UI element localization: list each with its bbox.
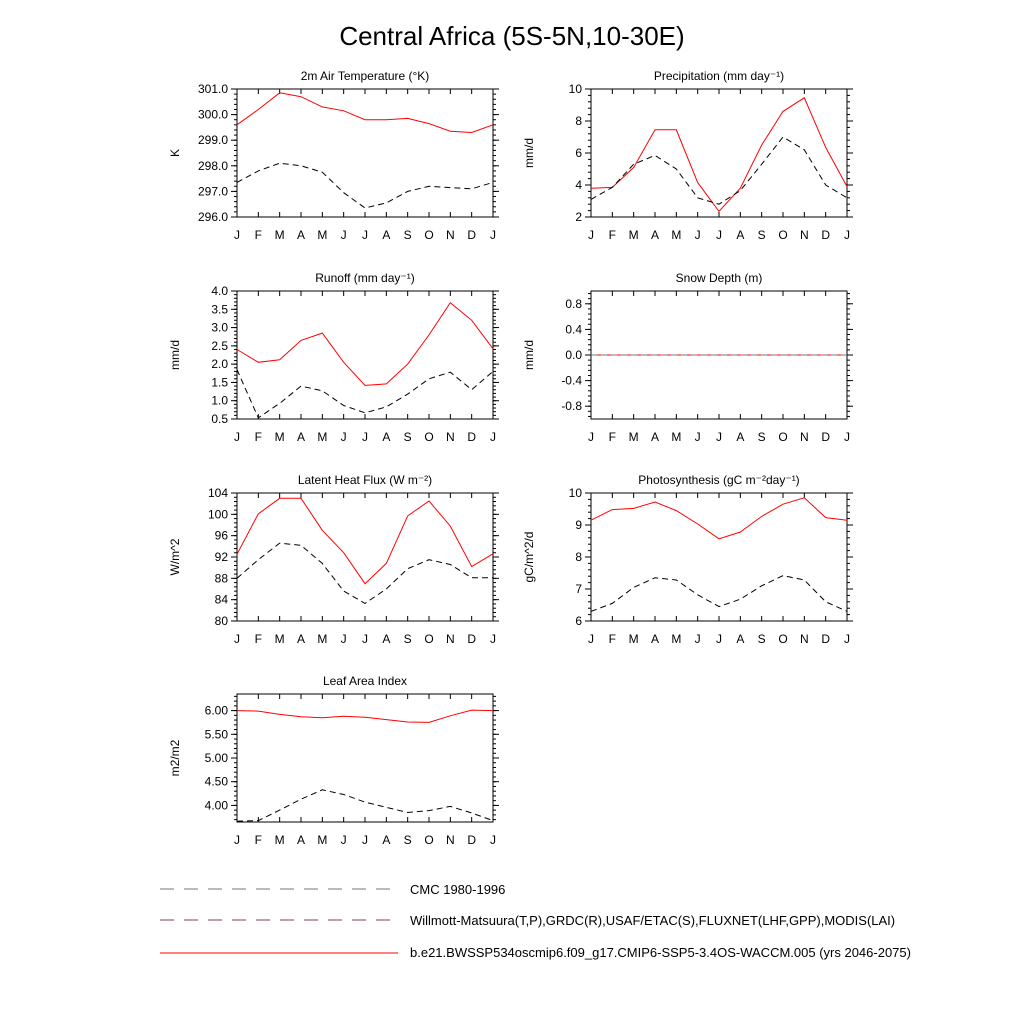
series-line-obs	[237, 543, 493, 603]
x-tick-label: J	[588, 228, 594, 242]
y-tick-label: 5.50	[204, 727, 228, 742]
x-tick-label: A	[382, 833, 391, 847]
panel-title: Leaf Area Index	[322, 674, 408, 688]
panel-title: Runoff (mm day⁻¹)	[315, 271, 415, 285]
x-tick-label: N	[445, 430, 455, 444]
y-tick-label: 3.5	[211, 302, 228, 317]
x-tick-label: A	[296, 632, 306, 646]
x-tick-label: A	[296, 430, 306, 444]
y-tick-label: 5.00	[204, 751, 228, 765]
panel-title: Snow Depth (m)	[675, 271, 763, 285]
x-tick-label: J	[694, 228, 701, 242]
x-tick-label: J	[340, 430, 347, 444]
y-tick-label: 296.0	[197, 210, 228, 224]
x-tick-label: M	[628, 228, 639, 242]
series-line-model	[237, 303, 493, 386]
panel-title: Photosynthesis (gC m⁻²day⁻¹)	[638, 473, 800, 487]
x-tick-label: O	[778, 430, 788, 444]
x-tick-label: A	[736, 228, 745, 242]
x-tick-label: A	[650, 228, 660, 242]
panel-title: Precipitation (mm day⁻¹)	[653, 69, 785, 83]
panel-title: 2m Air Temperature (°K)	[300, 69, 430, 83]
x-tick-label: J	[362, 430, 368, 444]
y-tick-label: 7	[575, 582, 582, 596]
y-tick-label: 301.0	[197, 82, 228, 96]
series-line-model	[237, 93, 493, 133]
y-tick-label: 299.0	[197, 133, 228, 148]
legend-entry-observations	[160, 913, 895, 928]
x-tick-label: M	[671, 228, 682, 242]
x-tick-label: J	[844, 228, 850, 242]
x-tick-label: J	[490, 833, 496, 847]
x-tick-label: D	[821, 632, 831, 646]
y-tick-label: 6.00	[204, 703, 228, 718]
x-tick-label: A	[650, 632, 660, 646]
x-tick-label: F	[608, 228, 617, 242]
x-tick-label: J	[490, 228, 496, 242]
legend-label-cmc: CMC 1980-1996	[410, 882, 506, 897]
x-tick-label: F	[608, 632, 617, 646]
x-tick-label: N	[445, 833, 455, 847]
x-tick-label: M	[274, 228, 285, 242]
x-tick-label: J	[234, 430, 240, 444]
y-axis-label: gC/m^2/d	[522, 531, 536, 583]
x-tick-label: J	[490, 430, 496, 444]
panel-0	[168, 69, 499, 242]
y-tick-label: 3.0	[211, 320, 228, 335]
x-tick-label: D	[467, 228, 477, 242]
x-tick-label: A	[296, 228, 306, 242]
x-tick-label: N	[445, 632, 455, 646]
x-tick-label: J	[844, 430, 850, 444]
y-tick-label: 8	[575, 550, 582, 564]
y-tick-label: 80	[214, 614, 228, 628]
x-tick-label: A	[296, 833, 306, 847]
x-tick-label: J	[362, 228, 368, 242]
x-tick-label: J	[340, 833, 347, 847]
y-tick-label: 8	[575, 114, 582, 128]
x-tick-label: A	[382, 632, 391, 646]
x-tick-label: A	[736, 632, 745, 646]
plot-frame	[591, 493, 847, 621]
legend-label-model: b.e21.BWSSP534oscmip6.f09_g17.CMIP6-SSP5-3.4OS-WACCM.005 (yrs 2046-2075)	[410, 945, 911, 960]
figure-title: Central Africa (5S-5N,10-30E)	[339, 21, 685, 51]
x-tick-label: M	[317, 430, 328, 444]
x-tick-label: J	[340, 228, 347, 242]
y-tick-label: 0.8	[565, 296, 582, 311]
x-tick-label: O	[778, 228, 788, 242]
x-tick-label: M	[274, 632, 285, 646]
panel-1	[522, 69, 853, 242]
y-tick-label: -0.4	[561, 373, 582, 388]
x-tick-label: S	[757, 228, 766, 242]
x-tick-label: M	[317, 632, 328, 646]
y-tick-label: 1.5	[211, 375, 228, 390]
x-tick-label: O	[424, 228, 434, 242]
x-tick-label: O	[778, 632, 788, 646]
x-tick-label: D	[467, 833, 477, 847]
x-tick-label: A	[736, 430, 745, 444]
y-tick-label: 1.0	[211, 393, 228, 408]
x-tick-label: M	[317, 228, 328, 242]
panel-3	[522, 271, 853, 444]
x-tick-label: M	[274, 430, 285, 444]
x-tick-label: J	[588, 632, 594, 646]
x-tick-label: A	[382, 430, 391, 444]
y-axis-label: W/m^2	[168, 538, 182, 576]
series-line-model	[591, 98, 847, 212]
legend-label-observations: Willmott-Matsuura(T,P),GRDC(R),USAF/ETAC(S),FLUXNET(LHF,GPP),MODIS(LAI)	[410, 913, 896, 928]
y-tick-label: 4.50	[204, 774, 228, 789]
x-tick-label: D	[821, 430, 831, 444]
x-tick-label: F	[254, 833, 263, 847]
plot-frame	[237, 493, 493, 621]
x-tick-label: J	[716, 430, 722, 444]
series-line-obs	[591, 576, 847, 612]
x-tick-label: J	[234, 228, 240, 242]
x-tick-label: S	[403, 833, 412, 847]
x-tick-label: J	[234, 632, 240, 646]
x-tick-label: O	[424, 833, 434, 847]
x-tick-label: D	[821, 228, 831, 242]
x-tick-label: S	[403, 228, 412, 242]
y-tick-label: 84	[214, 592, 228, 607]
panel-6	[168, 674, 499, 847]
y-tick-label: 4.0	[211, 284, 228, 298]
x-tick-label: F	[254, 632, 263, 646]
plot-frame	[237, 694, 493, 822]
panel-5	[522, 473, 853, 646]
y-tick-label: 4	[575, 178, 582, 192]
y-tick-label: 298.0	[197, 158, 228, 173]
y-tick-label: 92	[214, 550, 228, 564]
x-tick-label: S	[403, 632, 412, 646]
y-tick-label: 88	[214, 571, 228, 586]
y-tick-label: 10	[568, 82, 582, 96]
x-tick-label: J	[234, 833, 240, 847]
series-line-obs	[237, 790, 493, 821]
y-axis-label: K	[168, 148, 182, 158]
x-tick-label: J	[588, 430, 594, 444]
x-tick-label: M	[274, 833, 285, 847]
x-tick-label: N	[799, 228, 809, 242]
x-tick-label: J	[362, 632, 368, 646]
y-tick-label: 2.0	[211, 357, 228, 372]
x-tick-label: J	[716, 632, 722, 646]
series-line-obs	[237, 370, 493, 418]
y-tick-label: 0.4	[565, 322, 582, 337]
y-tick-label: 9	[575, 518, 582, 532]
x-tick-label: S	[757, 430, 766, 444]
y-tick-label: 0.0	[565, 348, 582, 362]
x-tick-label: M	[671, 632, 682, 646]
x-tick-label: D	[467, 632, 477, 646]
y-tick-label: 297.0	[197, 184, 228, 199]
panel-2	[168, 271, 499, 444]
y-tick-label: 104	[207, 486, 228, 500]
x-tick-label: F	[608, 430, 617, 444]
y-axis-label: mm/d	[522, 138, 536, 168]
y-tick-label: 2	[575, 210, 582, 224]
y-tick-label: 6	[575, 146, 582, 160]
x-tick-label: A	[382, 228, 391, 242]
x-tick-label: M	[317, 833, 328, 847]
x-tick-label: O	[424, 430, 434, 444]
x-tick-label: O	[424, 632, 434, 646]
y-axis-label: mm/d	[168, 340, 182, 370]
y-tick-label: 4.00	[204, 798, 228, 813]
x-tick-label: J	[340, 632, 347, 646]
y-axis-label: m2/m2	[168, 739, 182, 777]
series-line-obs	[591, 137, 847, 204]
x-tick-label: J	[694, 430, 701, 444]
y-tick-label: 10	[568, 486, 582, 500]
x-tick-label: D	[467, 430, 477, 444]
x-tick-label: S	[403, 430, 412, 444]
y-tick-label: 300.0	[197, 107, 228, 122]
x-tick-label: N	[445, 228, 455, 242]
panel-title: Latent Heat Flux (W m⁻²)	[297, 473, 433, 487]
x-tick-label: M	[671, 430, 682, 444]
y-tick-label: 6	[575, 614, 582, 628]
x-tick-label: M	[628, 430, 639, 444]
legend-entry-model	[160, 945, 911, 960]
x-tick-label: J	[694, 632, 701, 646]
legend	[160, 882, 911, 960]
y-tick-label: -0.8	[561, 399, 582, 414]
panels	[168, 69, 853, 847]
y-tick-label: 96	[214, 528, 228, 543]
panel-4	[168, 473, 499, 646]
x-tick-label: J	[844, 632, 850, 646]
x-tick-label: N	[799, 632, 809, 646]
x-tick-label: S	[757, 632, 766, 646]
y-tick-label: 100	[207, 507, 228, 522]
x-tick-label: J	[490, 632, 496, 646]
x-tick-label: J	[716, 228, 722, 242]
series-line-model	[237, 498, 493, 583]
plot-frame	[237, 89, 493, 217]
x-tick-label: F	[254, 430, 263, 444]
series-line-model	[591, 498, 847, 539]
plot-frame	[237, 291, 493, 419]
x-tick-label: J	[362, 833, 368, 847]
y-axis-label: mm/d	[522, 340, 536, 370]
legend-entry-cmc	[160, 882, 505, 897]
x-tick-label: N	[799, 430, 809, 444]
series-line-obs	[237, 163, 493, 208]
x-tick-label: M	[628, 632, 639, 646]
x-tick-label: F	[254, 228, 263, 242]
y-tick-label: 2.5	[211, 338, 228, 353]
y-tick-label: 0.5	[211, 412, 228, 426]
x-tick-label: A	[650, 430, 660, 444]
series-line-model	[237, 710, 493, 722]
